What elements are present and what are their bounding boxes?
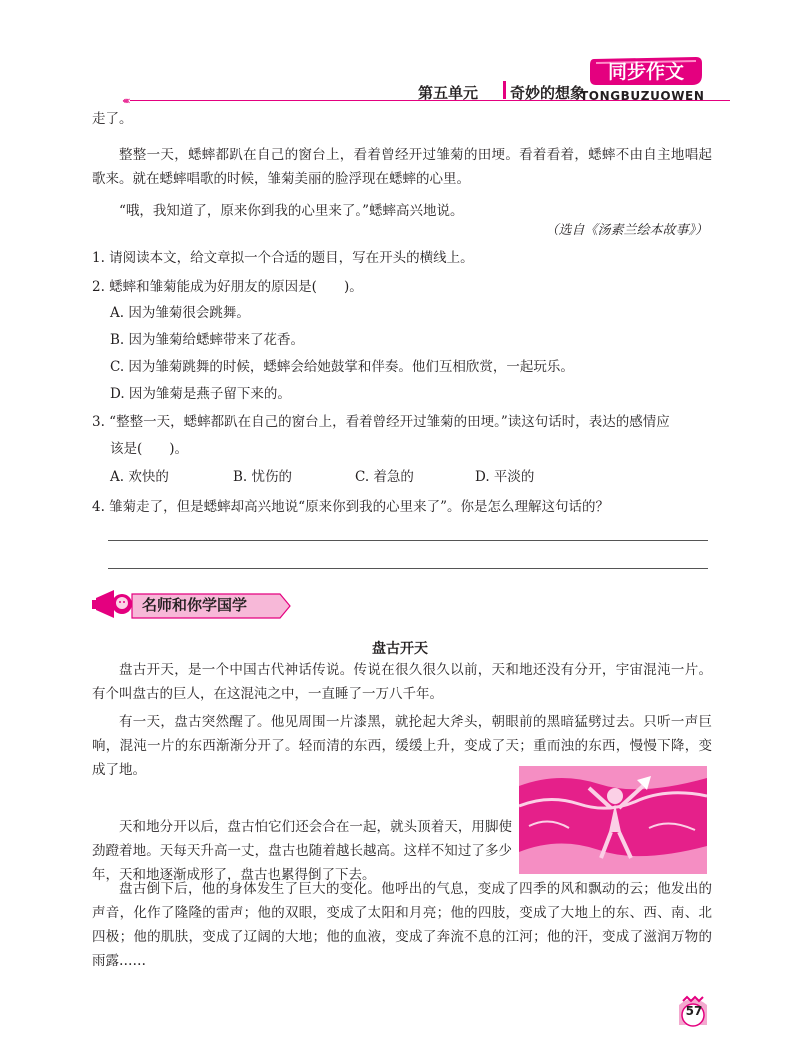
section-banner-label: 名师和你学国学	[142, 596, 248, 614]
article-paragraph-4: 盘古倒下后，他的身体发生了巨大的变化。他呼出的气息，变成了四季的风和飘动的云；他发出的声音，化作了隆隆的雷声；他的双眼，变成了太阳和月亮；他的四肢，变成了大地上的东、西、南、北四极；他的肌肤，变成了辽阔的大地；他的血液，变成了奔流不息的江河；他的汗，变成了滋润万物的雨露……	[92, 881, 712, 969]
unit-title: 奇妙的想象	[510, 84, 586, 102]
answer-line[interactable]	[108, 568, 708, 569]
article-paragraph-1: 盘古开天，是一个中国古代神话传说。传说在很久很久以前，天和地还没有分开，宇宙混沌一片。有个叫盘古的巨人，在这混沌之中，一直睡了一万八千年。	[92, 662, 712, 702]
story-paragraph-2: “哦，我知道了，原来你到我的心里来了。”蟋蟀高兴地说。	[119, 203, 464, 219]
question-3-option-c: C. 着急的	[355, 469, 414, 485]
question-3-continued: 该是( )。	[110, 441, 189, 457]
question-2: 2. 蟋蟀和雏菊能成为好朋友的原因是( )。	[92, 279, 363, 295]
page-number: 57	[685, 1004, 703, 1018]
question-1: 1. 请阅读本文，给文章拟一个合适的题目，写在开头的横线上。	[92, 250, 474, 266]
brand-logo	[588, 55, 706, 87]
question-2-option-d: D. 因为雏菊是燕子留下来的。	[110, 386, 291, 402]
question-2-option-a: A. 因为雏菊很会跳舞。	[110, 305, 250, 321]
article-paragraph-3: 天和地分开以后，盘古怕它们还会合在一起，就头顶着天，用脚使劲蹬着地。天每天升高一丈，盘古也随着越长越高。这样不知过了多少年，天和地逐渐成形了，盘古也累得倒了下去。	[92, 819, 512, 883]
question-2-option-c: C. 因为雏菊跳舞的时候，蟋蟀会给她鼓掌和伴奏。他们互相欣赏，一起玩乐。	[110, 359, 574, 375]
question-3-option-a: A. 欢快的	[110, 469, 169, 485]
article-title: 盘古开天	[372, 641, 428, 657]
megaphone-icon	[92, 590, 132, 618]
pangu-illustration	[519, 766, 707, 874]
story-paragraph-1: 整整一天，蟋蟀都趴在自己的窗台上，看着曾经开过雏菊的田埂。看着看着，蟋蟀不由自主地唱起歌来。就在蟋蟀唱歌的时候，雏菊美丽的脸浮现在蟋蟀的心里。	[92, 147, 712, 187]
unit-divider	[503, 81, 506, 99]
unit-label: 第五单元	[418, 84, 479, 102]
article-paragraph-2: 有一天，盘古突然醒了。他见周围一片漆黑，就抡起大斧头，朝眼前的黑暗猛劈过去。只听一声巨响，混沌一片的东西渐渐分开了。轻而清的东西，缓缓上升，变成了天；重而浊的东西，慢慢下降，变成了地。	[92, 714, 712, 778]
brand-pinyin: TONGBUZUOWEN	[580, 89, 705, 103]
question-4: 4. 雏菊走了，但是蟋蟀却高兴地说“原来你到我的心里来了”。你是怎么理解这句话的？	[92, 499, 609, 515]
header-arrows: ‹‹‹‹	[122, 94, 128, 107]
question-3-option-b: B. 忧伤的	[233, 469, 293, 485]
story-continuation: 走了。	[92, 111, 133, 127]
answer-line[interactable]	[108, 540, 708, 541]
brand-text: 同步作文	[607, 61, 685, 83]
question-2-option-b: B. 因为雏菊给蟋蟀带来了花香。	[110, 332, 305, 348]
story-source: （选自《汤素兰绘本故事》）	[545, 223, 708, 238]
question-3: 3. “整整一天，蟋蟀都趴在自己的窗台上，看着曾经开过雏菊的田埂。”读这句话时，表达的感情应	[92, 414, 670, 430]
question-3-option-d: D. 平淡的	[475, 469, 535, 485]
